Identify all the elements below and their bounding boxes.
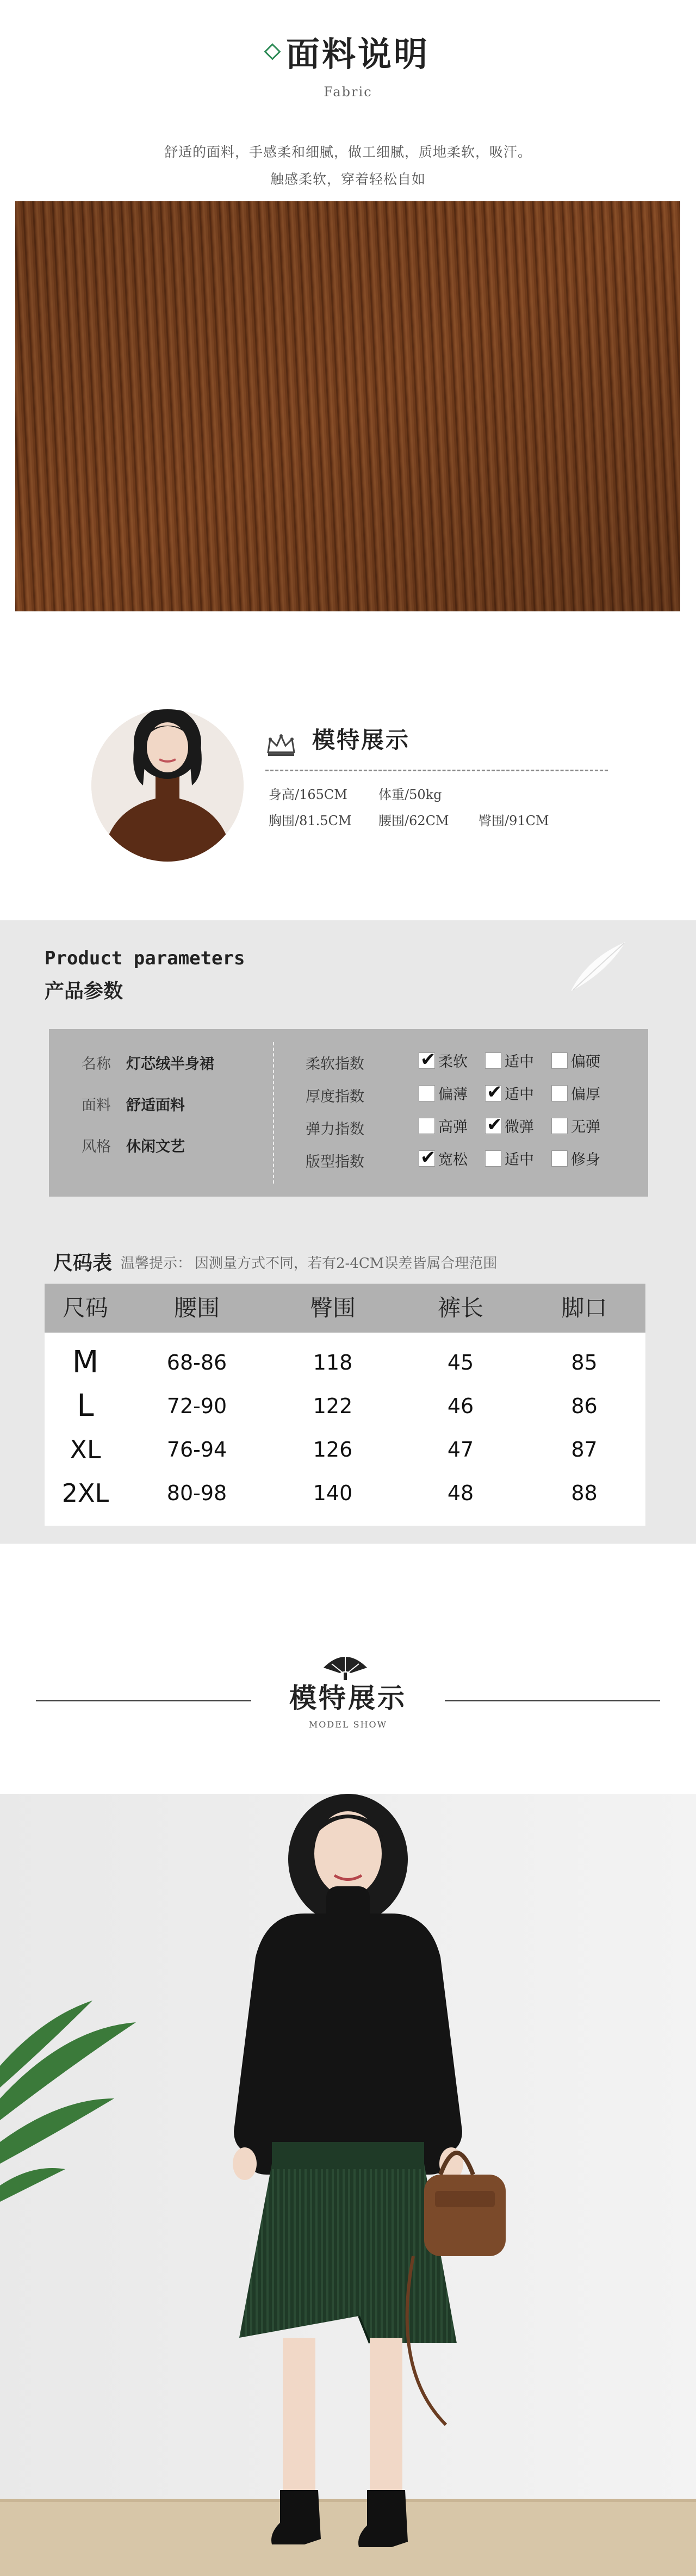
- fabric-label: 面料: [82, 1097, 111, 1114]
- diamond-icon: [264, 43, 281, 60]
- fabric-value: 舒适面料: [126, 1097, 185, 1114]
- thickness-option-thick[interactable]: [551, 1082, 600, 1104]
- fabric-subtitle: Fabric: [324, 84, 372, 100]
- model-avatar-illustration: [91, 709, 244, 862]
- option-label: 微弹: [505, 1119, 534, 1136]
- option-label: 无弹: [571, 1119, 600, 1136]
- cell-size: L: [77, 1388, 94, 1423]
- dashed-divider: [265, 770, 608, 771]
- cell-hip: 122: [313, 1394, 353, 1418]
- model-height: 身高/165CM: [269, 787, 347, 802]
- option-label: 柔软: [438, 1054, 468, 1070]
- checkbox[interactable]: [485, 1150, 501, 1167]
- params-vertical-divider: [273, 1042, 274, 1184]
- checkbox[interactable]: [551, 1052, 568, 1069]
- fabric-title: 面料说明: [285, 34, 430, 74]
- cell-size: 2XL: [61, 1478, 109, 1508]
- option-label: 宽松: [438, 1151, 468, 1168]
- fabric-title-row: [266, 27, 430, 76]
- params-title-cn: 产品参数: [45, 980, 123, 1002]
- size-tip-label: 温馨提示：: [121, 1255, 192, 1272]
- checkbox[interactable]: [551, 1150, 568, 1167]
- fit-option-loose[interactable]: [419, 1148, 468, 1169]
- cell-length: 45: [447, 1351, 474, 1374]
- style-label: 风格: [82, 1138, 111, 1155]
- fabric-description: [0, 139, 696, 193]
- product-params-section: [0, 920, 696, 1544]
- table-row: [45, 1428, 645, 1471]
- name-label: 名称: [82, 1056, 111, 1073]
- checkbox[interactable]: [485, 1085, 501, 1101]
- checkbox[interactable]: [419, 1118, 435, 1134]
- cell-waist: 76-94: [166, 1438, 227, 1462]
- fit-option-slim[interactable]: [551, 1148, 600, 1169]
- cell-waist: 72-90: [166, 1394, 227, 1418]
- checkbox[interactable]: [551, 1085, 568, 1101]
- elasticity-option-slight[interactable]: [485, 1115, 534, 1136]
- fabric-section: [0, 0, 696, 653]
- fit-option-medium[interactable]: [485, 1148, 534, 1169]
- fit-index-label: 版型指数: [306, 1154, 364, 1171]
- option-label: 适中: [505, 1151, 534, 1168]
- option-label: 适中: [505, 1054, 534, 1070]
- checkbox[interactable]: [419, 1085, 435, 1101]
- model-info-title: 模特展示: [312, 727, 411, 753]
- header-hem: 脚口: [561, 1295, 607, 1321]
- cell-hip: 140: [313, 1481, 353, 1505]
- style-value: 休闲文艺: [126, 1138, 185, 1155]
- cell-length: 47: [447, 1438, 474, 1462]
- model-avatar: [91, 709, 244, 862]
- option-label: 偏薄: [438, 1086, 468, 1103]
- crown-icon: [265, 732, 297, 759]
- size-chart-title: 尺码表: [53, 1252, 113, 1274]
- option-label: 偏厚: [571, 1086, 600, 1103]
- cell-hem: 87: [571, 1438, 598, 1462]
- header-hip: 臀围: [309, 1295, 356, 1321]
- fabric-desc-line-2: 触感柔软，穿着轻松自如: [270, 171, 426, 187]
- size-table: [45, 1284, 645, 1526]
- cell-length: 46: [447, 1394, 474, 1418]
- checkbox[interactable]: [485, 1052, 501, 1069]
- name-value: 灯芯绒半身裙: [126, 1056, 214, 1073]
- cell-length: 48: [447, 1481, 474, 1505]
- feather-icon: [566, 937, 631, 996]
- option-label: 偏硬: [571, 1054, 600, 1070]
- model-bust: 胸围/81.5CM: [269, 813, 352, 828]
- cell-hem: 85: [571, 1351, 598, 1374]
- thickness-index-label: 厚度指数: [306, 1088, 364, 1105]
- model-photo-illustration: [0, 1794, 696, 2576]
- model-show-title: 模特展示: [289, 1682, 407, 1714]
- option-label: 修身: [571, 1151, 600, 1168]
- cell-hem: 86: [571, 1394, 598, 1418]
- table-row: [45, 1341, 645, 1384]
- size-table-header: [45, 1284, 645, 1333]
- header-waist: 腰围: [173, 1295, 220, 1321]
- softness-option-medium[interactable]: [485, 1050, 534, 1071]
- size-table-body: [45, 1333, 645, 1526]
- model-waist: 腰围/62CM: [378, 813, 449, 828]
- fabric-heading: [0, 27, 696, 76]
- corduroy-texture: [15, 201, 680, 611]
- header-size: 尺码: [62, 1295, 108, 1321]
- checkbox[interactable]: [419, 1150, 435, 1167]
- elasticity-option-none[interactable]: [551, 1115, 600, 1136]
- checkbox[interactable]: [485, 1118, 501, 1134]
- cell-waist: 68-86: [166, 1351, 227, 1374]
- softness-option-hard[interactable]: [551, 1050, 600, 1071]
- cell-waist: 80-98: [166, 1481, 227, 1505]
- softness-index-label: 柔软指数: [306, 1056, 364, 1073]
- option-label: 适中: [505, 1086, 534, 1103]
- checkbox[interactable]: [551, 1118, 568, 1134]
- fabric-swatch-image: [15, 201, 680, 611]
- option-label: 高弹: [438, 1119, 468, 1136]
- cell-hip: 126: [313, 1438, 353, 1462]
- cell-hip: 118: [313, 1351, 353, 1374]
- model-photo: [0, 1794, 696, 2576]
- table-row: [45, 1385, 645, 1427]
- fabric-desc-line-1: 舒适的面料，手感柔和细腻，做工细腻，质地柔软，吸汗。: [164, 144, 532, 160]
- thickness-option-medium[interactable]: [485, 1082, 534, 1104]
- softness-option-soft[interactable]: [419, 1050, 468, 1071]
- checkbox[interactable]: [419, 1052, 435, 1069]
- size-tip-text: 因测量方式不同，若有2-4CM误差皆属合理范围: [195, 1255, 498, 1272]
- elasticity-index-label: 弹力指数: [306, 1121, 364, 1138]
- elasticity-option-high[interactable]: [419, 1115, 468, 1136]
- cell-size: XL: [70, 1435, 101, 1464]
- cell-hem: 88: [571, 1481, 598, 1505]
- model-show-section: [0, 1544, 696, 1794]
- params-title-en: Product parameters: [45, 948, 245, 969]
- model-weight: 体重/50kg: [378, 787, 442, 802]
- model-hip: 臀围/91CM: [478, 813, 549, 828]
- header-length: 裤长: [437, 1295, 483, 1321]
- params-box: [49, 1029, 648, 1197]
- cell-size: M: [72, 1345, 99, 1380]
- table-row: [45, 1472, 645, 1514]
- model-show-subtitle: MODEL SHOW: [308, 1719, 388, 1730]
- thickness-option-thin[interactable]: [419, 1082, 468, 1104]
